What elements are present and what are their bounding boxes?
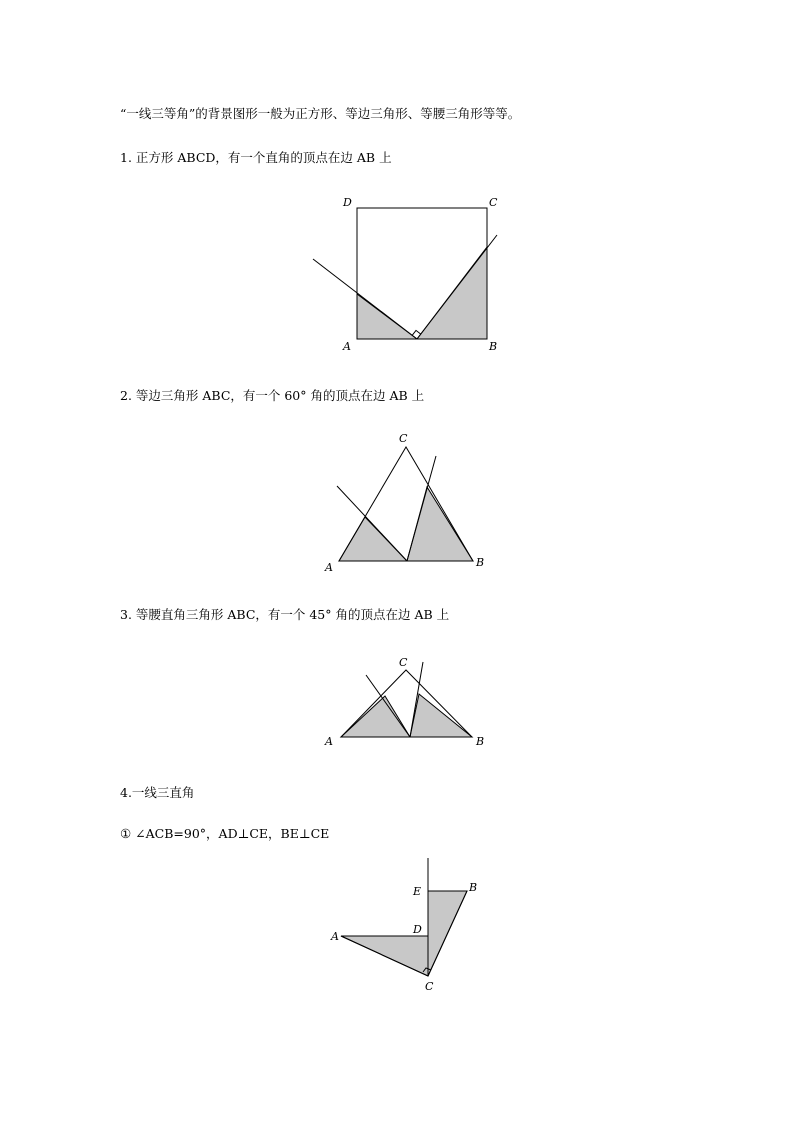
label-B: B — [489, 340, 498, 353]
shaded-triangle-left — [339, 517, 407, 561]
heading-2: 2. 等边三角形 ABC，有一个 60° 角的顶点在边 AB 上 — [120, 388, 425, 403]
label-B: B — [476, 556, 485, 569]
figure-equilateral — [324, 432, 484, 574]
label-D: D — [413, 923, 422, 936]
label-C: C — [399, 656, 408, 669]
case-1-condition: ① ∠ACB=90°，AD⊥CE，BE⊥CE — [120, 826, 330, 841]
label-B: B — [476, 735, 485, 748]
label-A: A — [331, 930, 339, 943]
figure-square — [313, 196, 498, 353]
right-angle-mark — [412, 330, 421, 335]
label-A: A — [325, 561, 333, 574]
label-A: A — [343, 340, 351, 353]
heading-1: 1. 正方形 ABCD，有一个直角的顶点在边 AB 上 — [120, 150, 392, 165]
label-A: A — [325, 735, 333, 748]
label-C: C — [425, 980, 434, 993]
shaded-triangle-right — [410, 694, 472, 737]
intro-text: “一线三等角”的背景图形一般为正方形、等边三角形、等腰三角形等等。 — [120, 106, 521, 121]
label-B: B — [469, 881, 478, 894]
figure-three-right-angles — [330, 858, 477, 993]
label-E: E — [413, 885, 422, 898]
heading-4: 4.一线三直角 — [120, 785, 195, 800]
heading-3: 3. 等腰直角三角形 ABC，有一个 45° 角的顶点在边 AB 上 — [120, 607, 450, 622]
figure-isosceles-right — [324, 656, 484, 748]
label-D: D — [343, 196, 352, 209]
label-C: C — [399, 432, 408, 445]
label-C: C — [489, 196, 498, 209]
